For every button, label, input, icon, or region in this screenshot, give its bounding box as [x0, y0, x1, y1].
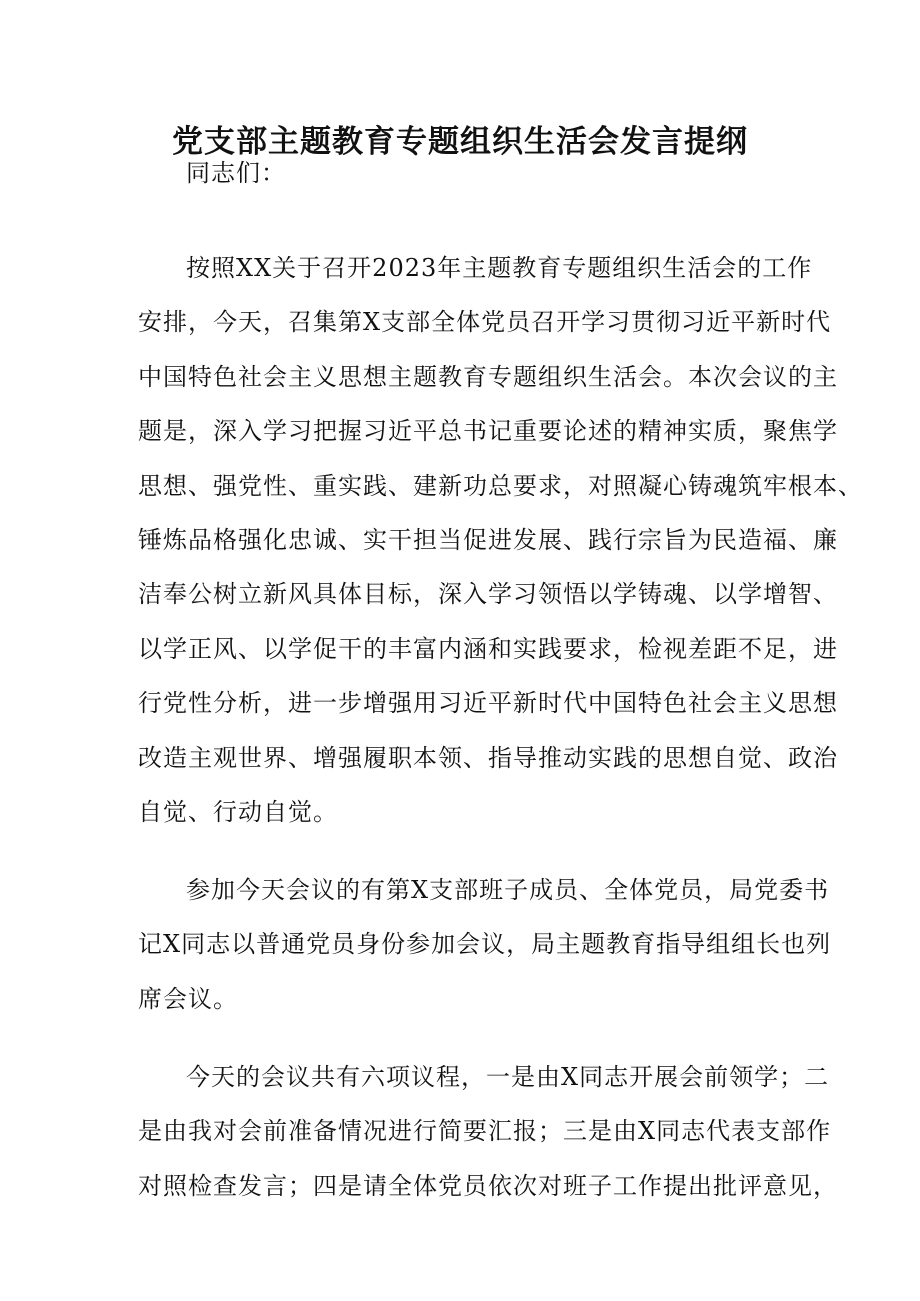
paragraph-2	[138, 863, 832, 1026]
paragraph-line: 思想、强党性、重实践、建新功总要求，对照凝心铸魂筑牢根本、	[138, 471, 863, 500]
paragraph-line: 题是，深入学习把握习近平总书记重要论述的精神实质，聚焦学	[138, 417, 838, 446]
greeting	[138, 146, 798, 200]
paragraph-line: 中国特色社会主义思想主题教育专题组织生活会。本次会议的主	[138, 362, 838, 391]
paragraph-1	[138, 241, 863, 839]
paragraph-line: 自觉、行动自觉。	[138, 797, 338, 826]
paragraph-line: 洁奉公树立新风具体目标，深入学习领悟以学铸魂、以学增智、	[138, 580, 838, 609]
paragraph-line: 改造主观世界、增强履职本领、指导推动实践的思想自觉、政治	[138, 743, 838, 772]
paragraph-line: 是由我对会前准备情况进行简要汇报；三是由X同志代表支部作	[138, 1117, 832, 1146]
document-title: 党支部主题教育专题组织生活会发言提纲	[172, 124, 748, 160]
paragraph-line: 按照XX关于召开2023年主题教育专题组织生活会的工作	[186, 254, 813, 282]
paragraph-line: 参加今天会议的有第X支部班子成员、全体党员，局党委书	[186, 876, 830, 904]
paragraph-line: 以学正风、以学促干的丰富内涵和实践要求，检视差距不足，进	[138, 634, 838, 663]
paragraph-3	[138, 1050, 838, 1213]
greeting-text: 同志们：	[186, 159, 286, 187]
paragraph-line: 行党性分析，进一步增强用习近平新时代中国特色社会主义思想	[138, 689, 838, 718]
paragraph-line: 对照检查发言；四是请全体党员依次对班子工作提出批评意见，	[138, 1171, 838, 1200]
paragraph-line: 席会议。	[138, 984, 238, 1013]
paragraph-line: 记X同志以普通党员身份参加会议，局主题教育指导组组长也列	[138, 930, 832, 959]
paragraph-line: 锤炼品格强化忠诚、实干担当促进发展、践行宗旨为民造福、廉	[138, 525, 838, 554]
paragraph-line: 今天的会议共有六项议程，一是由X同志开展会前领学；二	[186, 1063, 830, 1091]
paragraph-line: 安排，今天，召集第X支部全体党员召开学习贯彻习近平新时代	[138, 308, 832, 337]
